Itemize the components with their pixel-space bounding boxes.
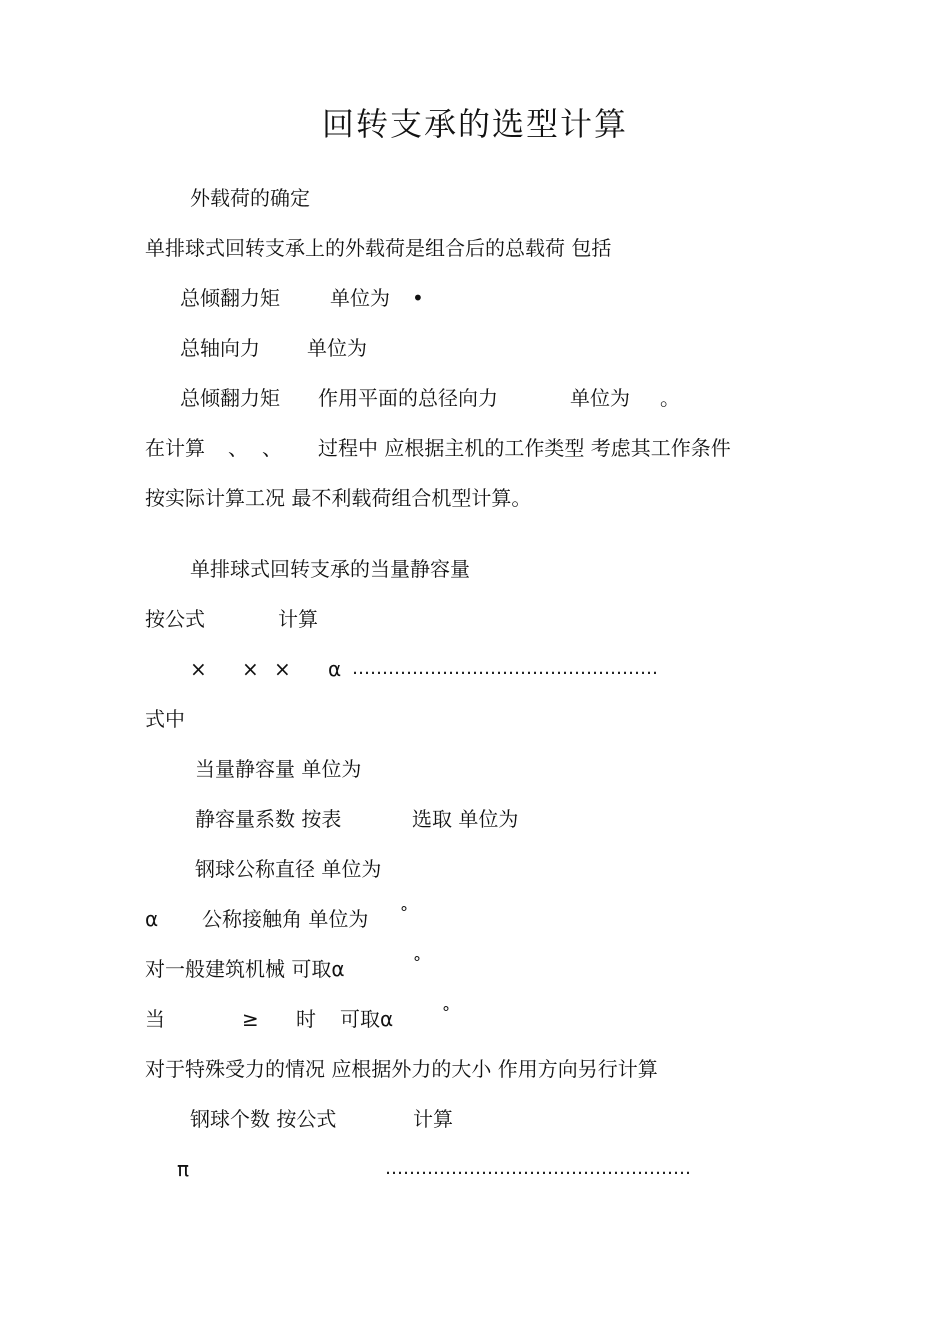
alpha-symbol: α [328,657,342,681]
note-text: 可取α [340,1007,394,1031]
definition-text: 静容量系数 按表 [195,807,342,831]
separator-mark: 、 [262,436,282,460]
times-symbol: × [242,657,259,681]
formula-ref-text: 按公式 [145,607,205,631]
load-desc: 作用平面的总径向力 [318,386,498,410]
definition-text: 钢球公称直径 单位为 [195,857,382,881]
section-heading-text: 单排球式回转支承的当量静容量 [190,557,470,581]
separator-mark: 、 [228,436,248,460]
paragraph-text: 单排球式回转支承上的外载荷是组合后的总载荷 包括 [145,236,612,260]
degree-mark: ° [413,953,421,972]
paragraph-text: 按实际计算工况 最不利载荷组合机型计算。 [145,486,532,510]
formula-ref-text: 计算 [278,607,318,631]
leader-dots: …………………………………………… [385,1158,691,1179]
load-unit: 单位为 [330,286,390,310]
paragraph-text: 在计算 [145,436,205,460]
note-text: 对一般建筑机械 可取α [145,957,345,981]
pi-symbol: π [177,1157,190,1181]
section-heading-text: 外载荷的确定 [190,186,310,210]
paragraph-text: 过程中 应根据主机的工作类型 考虑其工作条件 [318,436,731,460]
formula-ref-text: 钢球个数 按公式 [190,1107,337,1131]
load-name: 总轴向力 [180,336,260,360]
bullet-dot: • [412,286,424,310]
times-symbol: × [190,657,207,681]
ge-symbol: ≥ [242,1007,259,1031]
note-text: 时 [296,1007,316,1031]
degree-mark: ° [400,903,408,922]
formula-ref-text: 计算 [413,1107,453,1131]
note-text: 当 [145,1007,165,1031]
definition-text: 当量静容量 单位为 [195,757,362,781]
leader-dots: …………………………………………… [352,658,658,679]
load-unit: 单位为 [307,336,367,360]
load-name: 总倾翻力矩 [180,286,280,310]
where-text: 式中 [145,707,185,731]
note-text: 对于特殊受力的情况 应根据外力的大小 作用方向另行计算 [145,1057,658,1081]
load-name: 总倾翻力矩 [180,386,280,410]
period-mark: 。 [660,386,680,410]
page-title: 回转支承的选型计算 [321,105,628,143]
times-symbol: × [274,657,291,681]
definition-text: 选取 单位为 [412,807,519,831]
degree-mark: ° [442,1003,450,1022]
definition-text: 公称接触角 单位为 [202,907,369,931]
load-unit: 单位为 [570,386,630,410]
alpha-symbol: α [145,907,159,931]
